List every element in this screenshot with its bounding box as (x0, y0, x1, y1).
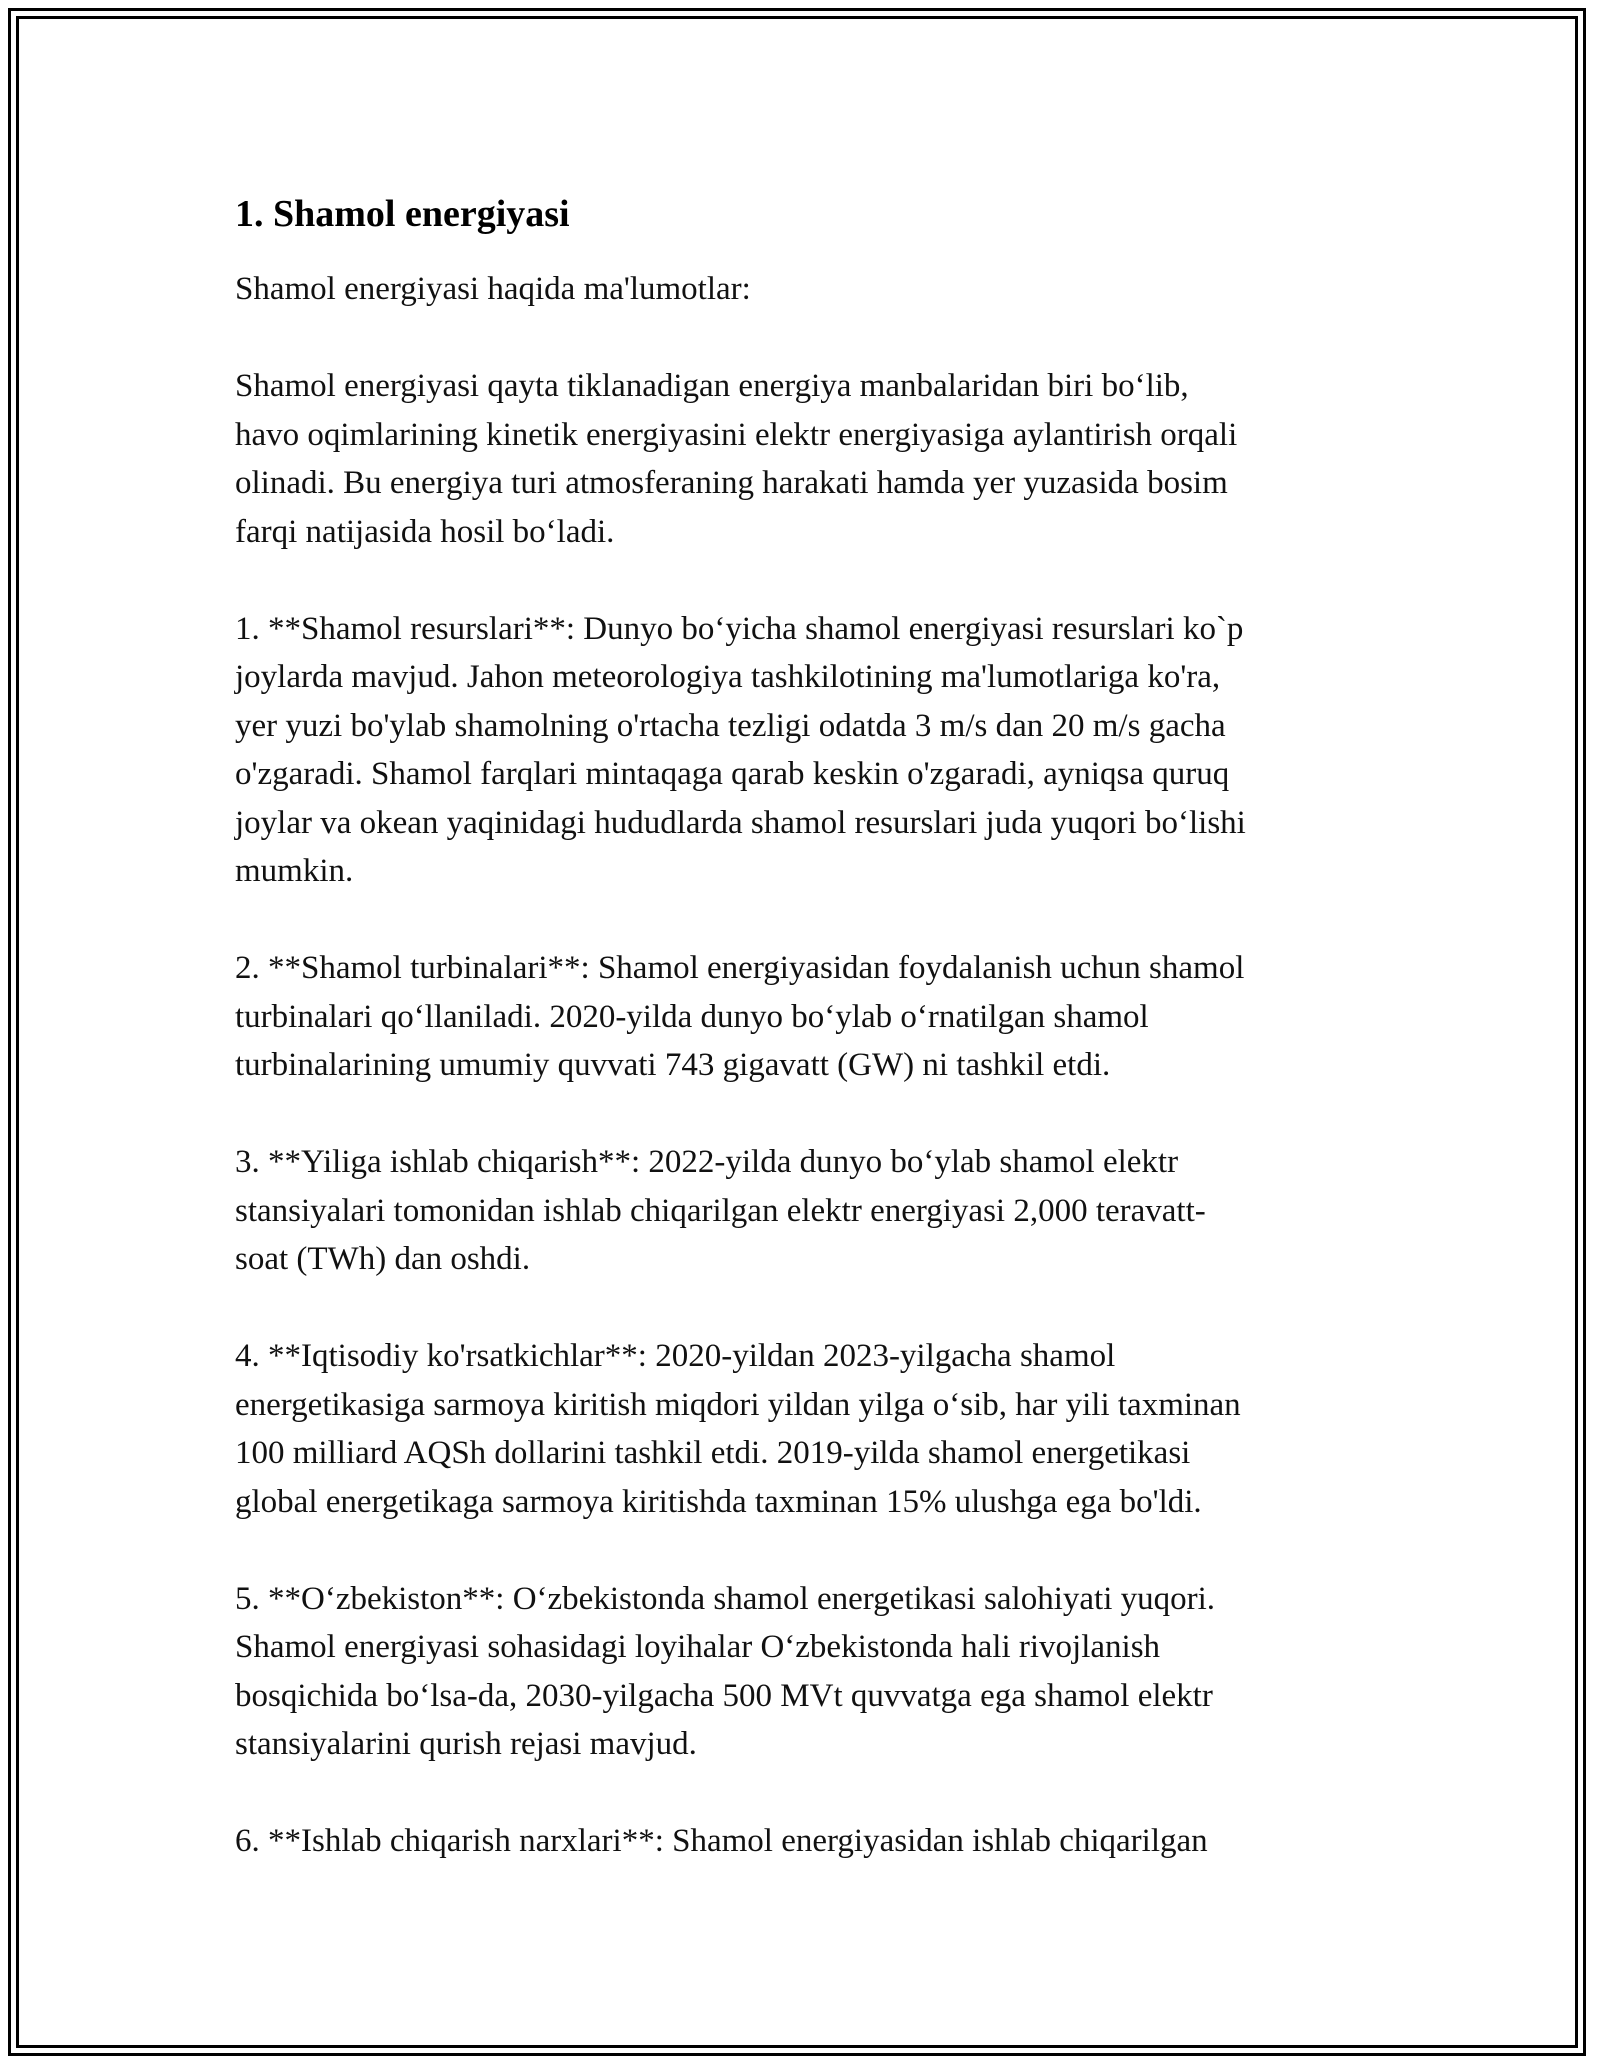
text-line: energetikasiga sarmoya kiritish miqdori yildan yilga o‘sib, har yili taxminan (235, 1386, 1241, 1423)
text-line: Shamol energiyasi qayta tiklanadigan energiya manbalaridan biri bo‘lib, (235, 368, 1189, 404)
list-item-uzbekistan (235, 1575, 1375, 1769)
text-line: 3. **Yiliga ishlab chiqarish**: 2022-yilda dunyo bo‘ylab shamol elektr (235, 1144, 1179, 1180)
text-line: turbinalarining umumiy quvvati 743 gigavatt (GW) ni tashkil etdi. (235, 1047, 1111, 1083)
text-line: global energetikaga sarmoya kiritishda taxminan 15% ulushga ega bo'ldi. (235, 1483, 1202, 1520)
definition-paragraph (235, 362, 1375, 556)
intro-paragraph (235, 265, 1375, 314)
text-line: 5. **O‘zbekiston**: O‘zbekistonda shamol energetikasi salohiyati yuqori. (235, 1580, 1216, 1617)
text-line: 2. **Shamol turbinalari**: Shamol energiyasidan foydalanish uchun shamol (235, 950, 1245, 986)
text-line: stansiyalarini qurish rejasi mavjud. (235, 1726, 697, 1762)
text-line: bosqichida bo‘lsa-da, 2030-yilgacha 500 MVt quvvatga ega shamol elektr (235, 1677, 1213, 1714)
text-line: joylarda mavjud. Jahon meteorologiya tashkilotining ma'lumotlariga ko'ra, (235, 659, 1221, 695)
list-item-economic-indicators (235, 1332, 1375, 1526)
text-line: farqi natijasida hosil bo‘ladi. (235, 513, 615, 550)
text-line: turbinalari qo‘llaniladi. 2020-yilda dunyo bo‘ylab o‘rnatilgan shamol (235, 998, 1149, 1035)
text-line: stansiyalari tomonidan ishlab chiqarilgan elektr energiyasi 2,000 teravatt- (235, 1192, 1206, 1229)
text-line: mumkin. (235, 853, 354, 889)
list-item-wind-resources (235, 605, 1375, 896)
text-line: yer yuzi bo'ylab shamolning o'rtacha tezligi odatda 3 m/s dan 20 m/s gacha (235, 707, 1226, 744)
text-line: 4. **Iqtisodiy ko'rsatkichlar**: 2020-yildan 2023-yilgacha shamol (235, 1338, 1116, 1374)
list-item-wind-turbines (235, 944, 1375, 1090)
text-line: olinadi. Bu energiya turi atmosferaning harakati hamda yer yuzasida bosim (235, 465, 1228, 501)
text-line: o'zgaradi. Shamol farqlari mintaqaga qarab keskin o'zgaradi, ayniqsa quruq (235, 756, 1230, 792)
text-line: havo oqimlarining kinetik energiyasini elektr energiyasiga aylantirish orqali (235, 416, 1238, 453)
list-item-production-prices (235, 1817, 1375, 1866)
list-item-annual-production (235, 1138, 1375, 1284)
document-title: 1. Shamol energiyasi (235, 193, 570, 235)
text-line: joylar va okean yaqinidagi hududlarda shamol resurslari juda yuqori bo‘lishi (235, 804, 1246, 841)
text-line: 6. **Ishlab chiqarish narxlari**: Shamol energiyasidan ishlab chiqarilgan (235, 1823, 1208, 1859)
text-line: 100 milliard AQSh dollarini tashkil etdi. 2019-yilda shamol energetikasi (235, 1435, 1191, 1471)
text-line: Shamol energiyasi haqida ma'lumotlar: (235, 271, 751, 307)
document-body (235, 188, 1375, 1914)
text-line: 1. **Shamol resurslari**: Dunyo bo‘yicha shamol energiyasi resurslari ko`p (235, 610, 1244, 647)
text-line: soat (TWh) dan oshdi. (235, 1241, 531, 1277)
text-line: Shamol energiyasi sohasidagi loyihalar O‘zbekistonda hali rivojlanish (235, 1629, 1161, 1665)
